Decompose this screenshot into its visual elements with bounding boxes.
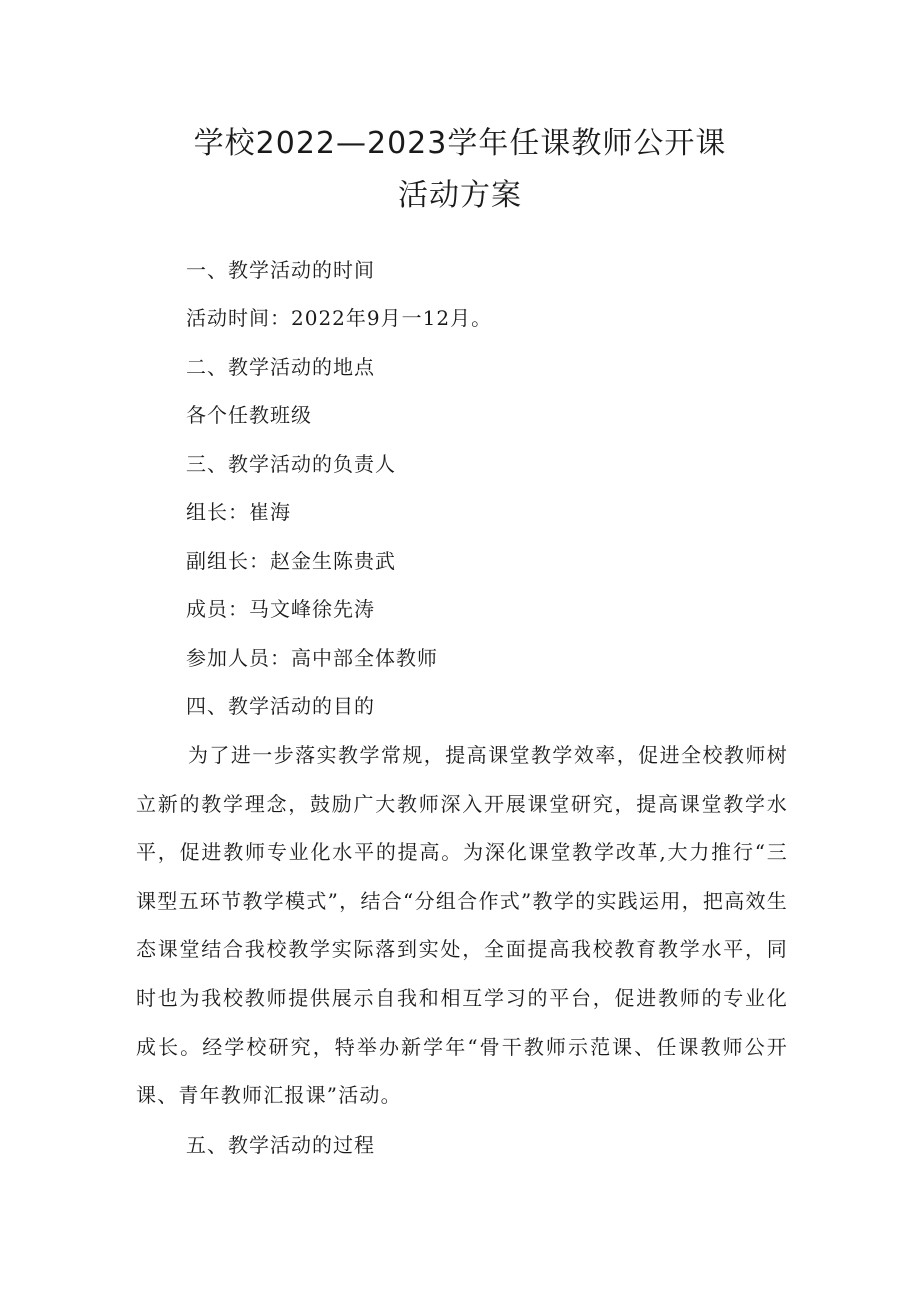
- activity-time: 活动时间：2022年9月一12月。: [186, 306, 493, 330]
- document-title-line-2: 活动方案: [398, 178, 522, 213]
- group-leader: 组长：崔海: [186, 500, 291, 524]
- section2-heading: 二、教学活动的地点: [186, 355, 375, 379]
- section5-heading: 五、教学活动的过程: [186, 1133, 375, 1157]
- purpose-paragraph: 为了进一步落实教学常规，提高课堂教学效率，促进全校教师树立新的教学理念，鼓励广大教师深入开展课堂研究，提高课堂教学水平，促进教师专业化水平的提高。为深化课堂教学改革,大力推行“三课型五环节教学模式”，结合“分组合作式”教学的实践运用，把高效生态课堂结合我校教学实际落到实处，全面提高我校教育教学水平，同时也为我校教师提供展示自我和相互学习的平台，促进教师的专业化成长。经学校研究，特举办新学年“骨干教师示范课、任课教师公开课、青年教师汇报课”活动。: [136, 743, 788, 1108]
- deputy-group-leader: 副组长：赵金生陈贵武: [186, 549, 396, 573]
- group-members: 成员：马文峰徐先涛: [186, 597, 375, 621]
- section3-heading: 三、教学活动的负责人: [186, 452, 396, 476]
- activity-location: 各个任教班级: [186, 403, 312, 427]
- section1-heading: 一、教学活动的时间: [186, 258, 375, 282]
- section4-heading: 四、教学活动的目的: [186, 694, 375, 718]
- participants: 参加人员：高中部全体教师: [186, 646, 438, 670]
- document-title-line-1: 学校2022—2023学年任课教师公开课: [193, 126, 727, 161]
